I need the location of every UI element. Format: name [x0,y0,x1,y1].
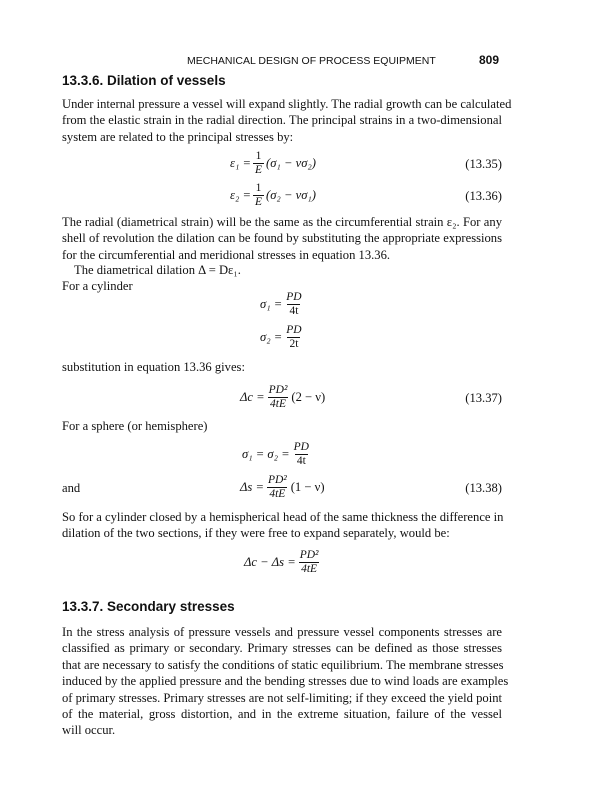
denominator: 4tE [301,563,318,575]
running-title: MECHANICAL DESIGN OF PROCESS EQUIPMENT [187,55,436,67]
equation-13-36 [230,182,316,209]
equation-13-35 [230,150,316,177]
text-line: Under internal pressure a vessel will expand slightly. The radial growth can be calculated [62,97,512,111]
text-line: induced by the applied pressure and the bending stresses due to wind loads are examples [62,674,509,689]
equation-13-37 [240,384,325,411]
equation-label: (13.35) [465,157,502,171]
paragraph [62,624,509,739]
numerator: 1 [255,150,262,162]
fraction [267,384,290,411]
fraction [253,182,264,209]
text-line: For a sphere (or hemisphere) [62,419,208,433]
text-line: The radial (diametrical strain) will be the same as the circumferential strain ε₂. For any [62,215,502,229]
text-line: from the elastic strain in the radial direction. The principal strains in a two-dimensional [62,113,502,128]
eq-lhs: σ₁ = [260,297,283,311]
paragraph [62,509,502,542]
section-heading: 13.3.6. Dilation of vessels [62,73,226,88]
fraction [284,324,303,351]
equation-sigma1 [260,291,306,318]
eq-lhs: Δs = [240,480,264,494]
text-line: dilation of the two sections, if they were free to expand separately, would be: [62,526,450,541]
text-line: For a cylinder [62,279,133,293]
numerator: PD [286,291,302,303]
text-line: and [62,481,81,495]
text-line: for the circumferential and meridional stresses in equation 13.36. [62,247,391,262]
paragraph [62,214,502,263]
eq-lhs: Δc = [240,390,265,404]
numerator: 1 [255,182,262,194]
eq-rhs: (σ₁ − νσ₂) [266,156,316,170]
equation-label: (13.37) [465,391,502,405]
denominator: 4t [296,455,306,467]
text-line: of primary stresses. Primary stresses are not self-limiting; if they exceed the yield point [62,690,502,705]
fraction [292,441,311,468]
equation-sigma-sphere [242,441,313,468]
fraction [253,150,264,177]
text-line: of the material, gross distortion, and in the extreme situation, failure of the vessel [62,706,502,721]
numerator: PD² [299,549,319,561]
eq-lhs: σ₂ = [260,330,283,344]
fraction [298,549,321,576]
denominator: 4tE [269,488,286,500]
numerator: PD [293,441,309,453]
text-line: will occur. [62,723,116,738]
equation-13-38 [240,474,325,501]
numerator: PD [286,324,302,336]
denominator: 2t [289,338,299,350]
equation-label: (13.36) [465,189,502,203]
text-line: that are necessary to satisfy the conditions of static equilibrium. The membrane stresses [62,657,504,672]
eq-lhs: ε₁ = [230,156,251,170]
eq-lhs: σ₁ = σ₂ = [242,447,290,461]
numerator: PD² [267,474,287,486]
text-line: shell of revolution the dilation can be found by substituting the appropriate expressions [62,231,502,246]
equation-label: (13.38) [465,481,502,495]
denominator: E [255,164,263,176]
denominator: 4t [289,305,299,317]
eq-rhs: (2 − ν) [291,390,326,404]
eq-lhs: ε₂ = [230,188,251,202]
numerator: PD² [268,384,288,396]
text-line: substitution in equation 13.36 gives: [62,360,245,374]
text-line: In the stress analysis of pressure vessels and pressure vessel components stresses are [62,625,502,639]
equation-dilation-difference [244,549,323,576]
eq-rhs: (σ₂ − νσ₁) [266,188,316,202]
text-line: So for a cylinder closed by a hemispherical head of the same thickness the difference in [62,510,504,524]
text-line: The diametrical dilation Δ = Dε₁. [74,263,241,277]
section-heading: 13.3.7. Secondary stresses [62,599,235,614]
page-number: 809 [479,53,500,67]
denominator: 4tE [270,398,287,410]
fraction [284,291,303,318]
text-line: system are related to the principal stresses by: [62,129,294,144]
equation-sigma2 [260,324,306,351]
eq-rhs: (1 − ν) [290,480,325,494]
text-line: classified as primary or secondary. Primary stresses can be defined as those stresses [62,641,502,656]
eq-lhs: Δc − Δs = [244,555,296,569]
paragraph [62,96,512,145]
fraction [266,474,289,501]
denominator: E [255,196,263,208]
